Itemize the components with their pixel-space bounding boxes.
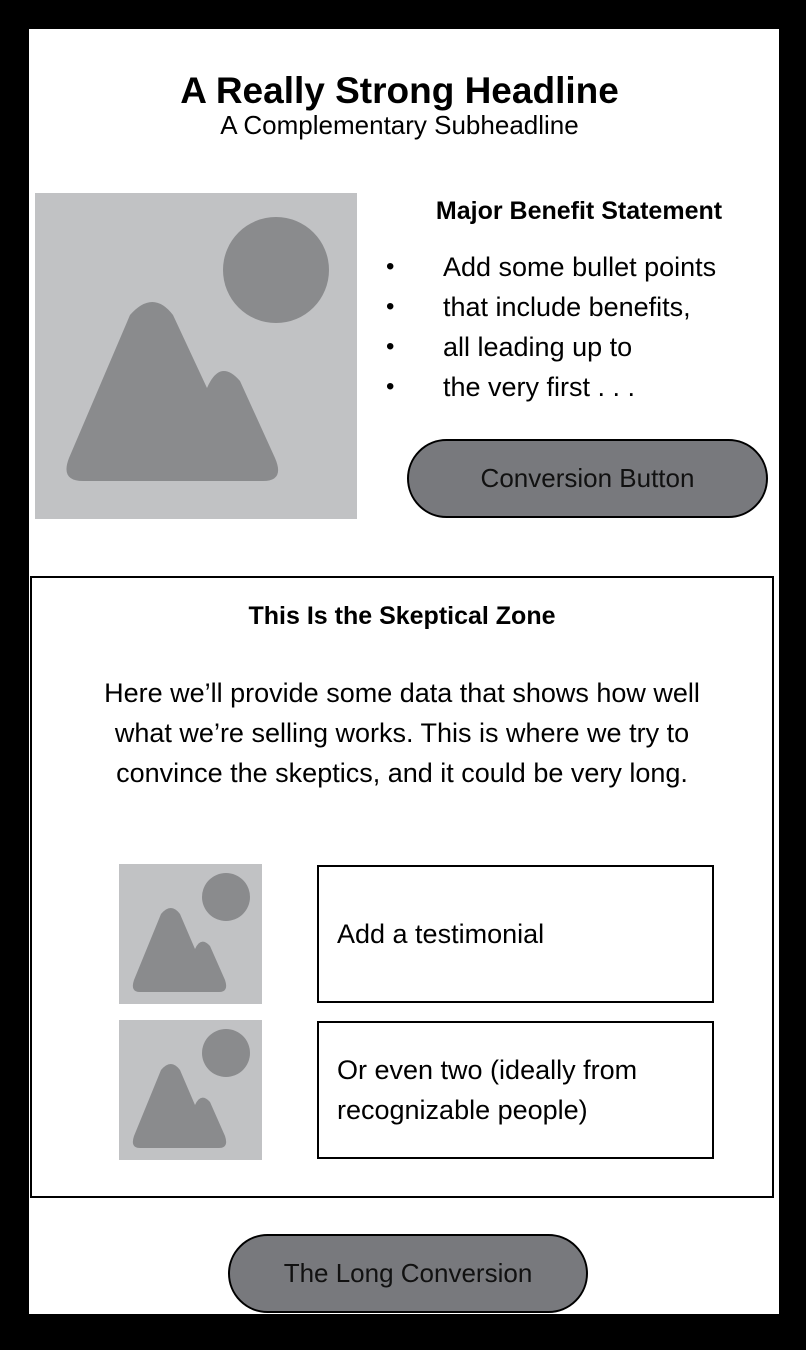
benefit-statement-title: Major Benefit Statement bbox=[435, 197, 723, 225]
bullet-icon: • bbox=[386, 373, 395, 400]
bullet-item bbox=[379, 327, 779, 367]
wireframe-page bbox=[29, 29, 779, 1314]
bullet-text: all leading up to bbox=[443, 332, 633, 362]
bullet-item bbox=[379, 367, 779, 407]
image-placeholder-icon bbox=[35, 193, 357, 519]
testimonial-box bbox=[317, 1021, 714, 1159]
benefit-bullet-list bbox=[379, 247, 779, 407]
image-placeholder-icon bbox=[119, 1020, 262, 1160]
testimonial-text: Or even two (ideally from recognizable people) bbox=[337, 1055, 638, 1125]
bullet-icon: • bbox=[386, 333, 395, 360]
skeptical-zone bbox=[30, 576, 774, 1198]
page-subheadline: A Complementary Subheadline bbox=[220, 110, 579, 140]
bullet-item bbox=[379, 287, 779, 327]
testimonial-image-placeholder bbox=[119, 864, 262, 1004]
hero-image-placeholder bbox=[35, 193, 357, 519]
bullet-text: that include benefits, bbox=[443, 292, 691, 322]
conversion-button[interactable]: Conversion Button bbox=[407, 439, 768, 518]
testimonial-image-placeholder bbox=[119, 1020, 262, 1160]
image-placeholder-icon bbox=[119, 864, 262, 1004]
bullet-item bbox=[379, 247, 779, 287]
bullet-icon: • bbox=[386, 293, 395, 320]
skeptical-zone-title: This Is the Skeptical Zone bbox=[248, 602, 556, 630]
bullet-icon: • bbox=[386, 253, 395, 280]
skeptical-zone-body: Here we’ll provide some data that shows how well what we’re selling works. This is where we try to convince the skeptics, and it could be very long. bbox=[104, 678, 700, 788]
bullet-text: the very first . . . bbox=[443, 372, 636, 402]
testimonial-box bbox=[317, 865, 714, 1003]
bullet-text: Add some bullet points bbox=[443, 252, 717, 282]
page-headline: A Really Strong Headline bbox=[180, 70, 619, 111]
testimonial-text: Add a testimonial bbox=[337, 919, 545, 949]
long-conversion-button[interactable]: The Long Conversion bbox=[228, 1234, 588, 1313]
